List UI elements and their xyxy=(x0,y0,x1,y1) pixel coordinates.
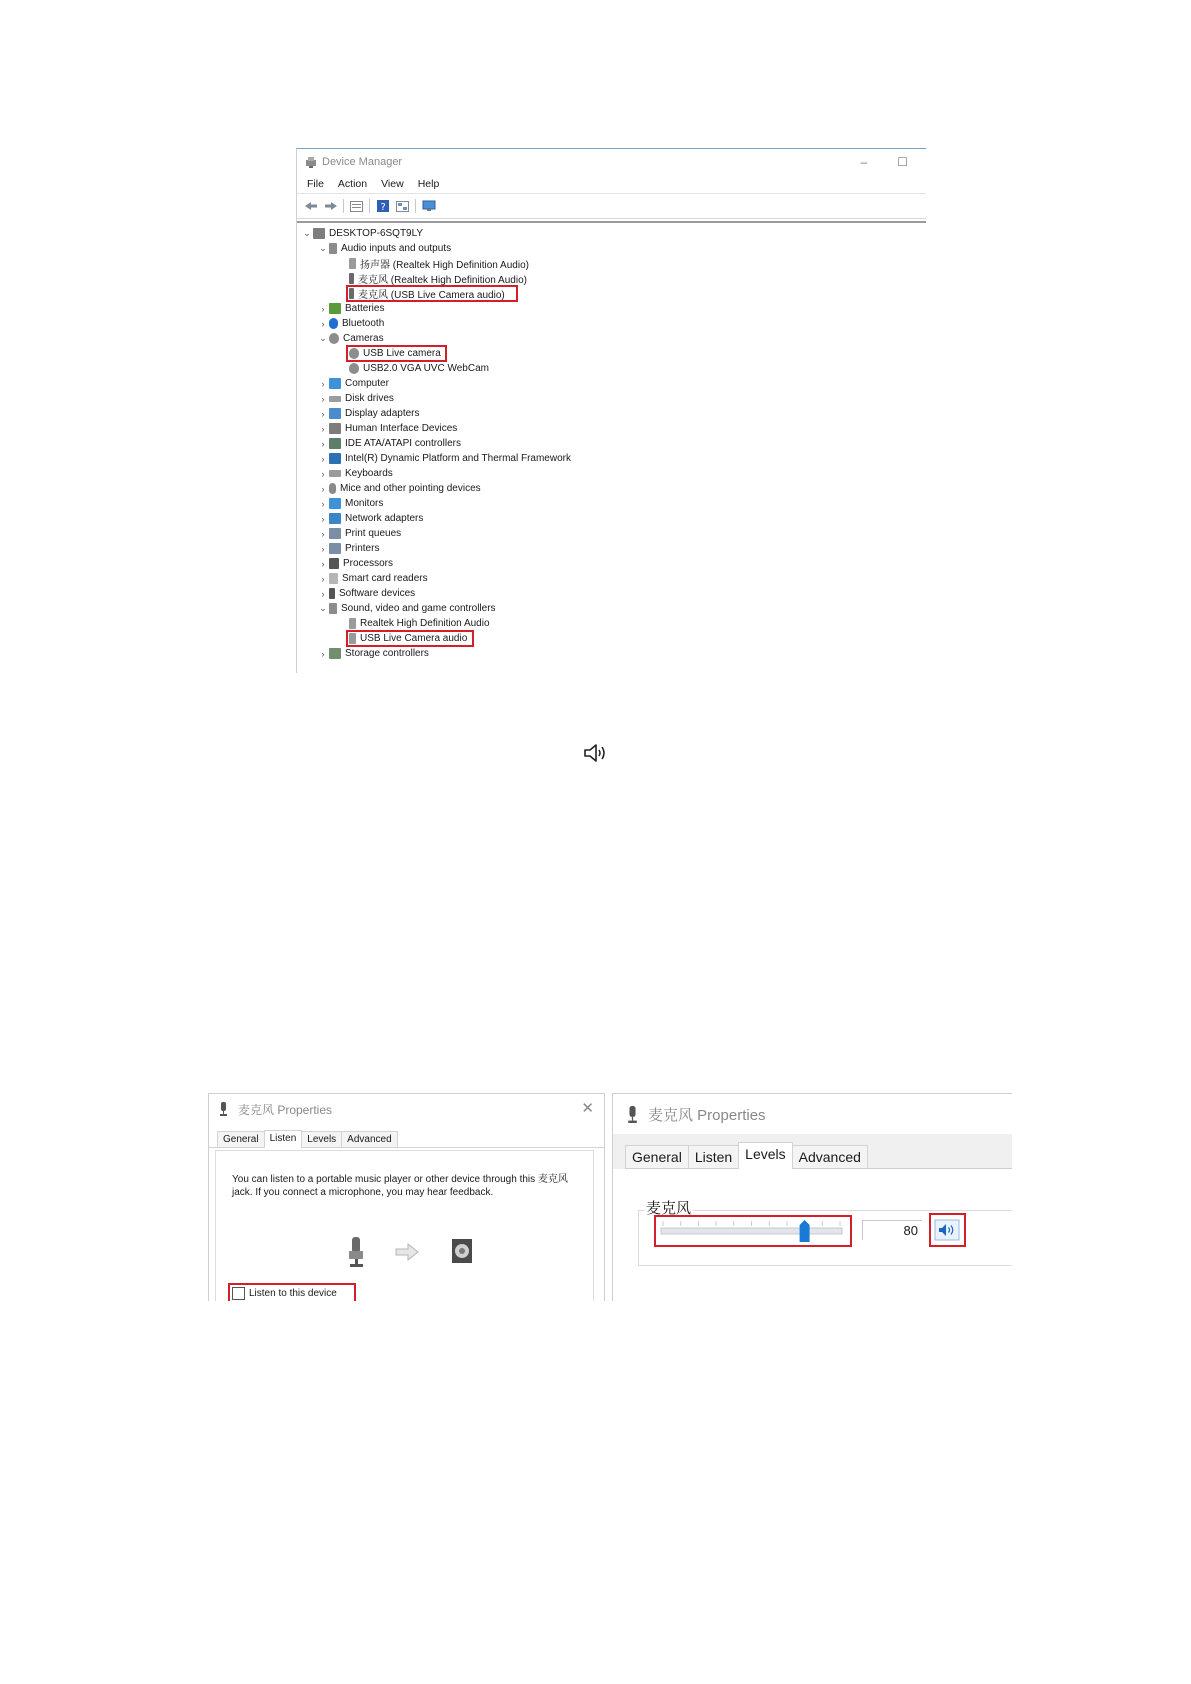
tree-label: Monitors xyxy=(345,498,384,509)
tree-label: 麦克风 (Realtek High Definition Audio) xyxy=(358,275,527,286)
device-manager-window xyxy=(296,148,926,673)
tree-label: Sound, video and game controllers xyxy=(341,603,496,614)
tree-item-realtek-audio[interactable] xyxy=(349,616,490,631)
tree-item-monitors[interactable] xyxy=(317,496,383,511)
tree-item-bluetooth[interactable] xyxy=(317,316,384,331)
tree-label: 扬声器 (Realtek High Definition Audio) xyxy=(360,260,529,271)
speaker-icon xyxy=(329,243,337,254)
toolbar-separator xyxy=(343,199,344,213)
mute-speaker-button[interactable] xyxy=(933,1218,961,1242)
menu-view[interactable]: View xyxy=(381,178,404,190)
button-frame xyxy=(935,1220,959,1240)
tab-listen[interactable]: Listen xyxy=(264,1130,303,1148)
chevron-right-icon[interactable]: › xyxy=(321,543,325,554)
tab-bar xyxy=(209,1124,604,1148)
device-tree xyxy=(297,221,926,673)
tree-label: Batteries xyxy=(345,303,385,314)
tree-item-mic-realtek[interactable] xyxy=(349,271,527,286)
listen-to-device-checkbox[interactable] xyxy=(228,1283,356,1301)
tree-label: Display adapters xyxy=(345,408,420,419)
tree-item-mic-usb[interactable] xyxy=(349,286,505,301)
speaker-icon xyxy=(329,603,337,614)
tree-label: Intel(R) Dynamic Platform and Thermal Framework xyxy=(345,453,571,464)
menu-file[interactable]: File xyxy=(307,178,324,190)
tree-label: Printers xyxy=(345,543,380,554)
tree-label: Print queues xyxy=(345,528,402,539)
menu-bar xyxy=(297,175,926,193)
tree-root[interactable] xyxy=(301,226,423,241)
display-adapter-icon xyxy=(329,408,341,419)
printer-icon xyxy=(329,543,341,554)
minimize-button[interactable]: – xyxy=(860,155,868,169)
tree-item-intel-dptf[interactable] xyxy=(317,451,571,466)
chevron-right-icon[interactable]: › xyxy=(321,453,325,464)
chevron-right-icon[interactable]: › xyxy=(321,408,325,419)
checkbox-box[interactable] xyxy=(232,1287,245,1300)
arrow-right-icon xyxy=(396,1244,418,1260)
computer-icon xyxy=(313,228,325,239)
tab-bar xyxy=(625,1141,1012,1169)
properties-dialog-levels xyxy=(612,1093,1012,1301)
dialog-titlebar xyxy=(209,1094,604,1124)
chevron-right-icon[interactable]: › xyxy=(321,588,325,599)
tree-label: Realtek High Definition Audio xyxy=(360,618,490,629)
tab-levels[interactable]: Levels xyxy=(301,1131,342,1147)
tree-label: Audio inputs and outputs xyxy=(341,243,452,254)
chevron-right-icon[interactable]: › xyxy=(321,558,325,569)
tree-item-smart-card[interactable] xyxy=(317,571,428,586)
dialog-title: 麦克风 Properties xyxy=(238,1102,333,1117)
tree-label: Keyboards xyxy=(345,468,393,479)
tree-label: Network adapters xyxy=(345,513,424,524)
chevron-right-icon[interactable]: › xyxy=(321,303,325,314)
camera-icon xyxy=(349,348,359,359)
dialog-title: 麦克风 Properties xyxy=(648,1106,766,1124)
tree-item-disk-drives[interactable] xyxy=(317,391,394,406)
tree-item-ide[interactable] xyxy=(317,436,461,451)
listen-description: You can listen to a portable music player or other device through this 麦克风 jack. If you connect a microphone, you may hear feedback. xyxy=(232,1174,568,1198)
speaker-icon xyxy=(349,258,356,269)
speaker-volume-icon xyxy=(583,742,607,764)
smart-card-icon xyxy=(329,573,338,584)
update-driver-icon[interactable] xyxy=(395,200,410,213)
tree-item-usb-camera-audio[interactable] xyxy=(349,631,467,646)
keyboard-icon xyxy=(329,470,341,477)
tree-label: USB Live Camera audio xyxy=(360,633,468,644)
microphone-icon xyxy=(349,1237,363,1267)
chevron-right-icon[interactable]: › xyxy=(321,393,325,404)
tree-label: USB Live camera xyxy=(363,348,441,359)
tree-item-mice[interactable] xyxy=(317,481,481,496)
tree-label: IDE ATA/ATAPI controllers xyxy=(345,438,461,449)
tab-general[interactable]: General xyxy=(625,1145,689,1168)
chevron-right-icon[interactable]: › xyxy=(321,483,325,494)
toolbar xyxy=(297,193,926,219)
scan-hardware-icon[interactable] xyxy=(421,200,436,213)
device-manager-icon xyxy=(305,156,317,168)
chevron-right-icon[interactable]: › xyxy=(321,423,325,434)
hid-icon xyxy=(329,423,341,434)
tree-item-printers[interactable] xyxy=(317,541,379,556)
battery-icon xyxy=(329,303,341,314)
chevron-right-icon[interactable]: › xyxy=(321,573,325,584)
listen-illustration xyxy=(346,1235,496,1269)
level-group-label: 麦克风 xyxy=(644,1197,693,1218)
chevron-down-icon[interactable]: ⌄ xyxy=(319,603,327,613)
toolbar-separator xyxy=(415,199,416,213)
speaker-device-icon xyxy=(452,1239,472,1263)
tree-label: Computer xyxy=(345,378,389,389)
tab-general[interactable]: General xyxy=(217,1131,265,1147)
microphone-icon xyxy=(349,288,354,299)
speaker-icon xyxy=(349,633,356,644)
slider-track xyxy=(661,1228,842,1234)
forward-arrow-icon[interactable] xyxy=(323,200,338,213)
tree-item-hid[interactable] xyxy=(317,421,457,436)
tab-advanced[interactable]: Advanced xyxy=(341,1131,397,1147)
storage-controller-icon xyxy=(329,648,341,659)
level-slider[interactable] xyxy=(659,1219,844,1243)
tree-item-display-adapters[interactable] xyxy=(317,406,419,421)
tree-label: 麦克风 (USB Live Camera audio) xyxy=(358,290,505,301)
slider-ticks xyxy=(663,1221,840,1226)
chevron-right-icon[interactable]: › xyxy=(321,513,325,524)
tree-item-storage[interactable] xyxy=(317,646,429,661)
chevron-down-icon[interactable]: ⌄ xyxy=(319,243,327,253)
properties-dialog-listen xyxy=(208,1093,605,1301)
menu-help[interactable]: Help xyxy=(417,178,440,190)
menu-action[interactable]: Action xyxy=(337,178,368,190)
speaker-icon xyxy=(349,618,356,629)
chevron-right-icon[interactable]: › xyxy=(321,648,325,659)
toolbar-separator xyxy=(369,199,370,213)
camera-icon xyxy=(349,363,359,374)
help-icon[interactable] xyxy=(375,200,390,213)
chevron-down-icon[interactable]: ⌄ xyxy=(319,333,327,343)
chevron-down-icon[interactable]: ⌄ xyxy=(303,228,311,238)
monitor-icon xyxy=(329,498,341,509)
tree-label: Software devices xyxy=(339,588,416,599)
tree-label: Human Interface Devices xyxy=(345,423,458,434)
chevron-right-icon[interactable]: › xyxy=(321,438,325,449)
software-device-icon xyxy=(329,588,335,599)
level-value-field[interactable]: 80 xyxy=(862,1220,922,1240)
microphone-icon xyxy=(349,273,354,284)
tree-label: Bluetooth xyxy=(342,318,385,329)
chevron-right-icon[interactable]: › xyxy=(321,528,325,539)
ide-controller-icon xyxy=(329,438,341,449)
tree-label: Mice and other pointing devices xyxy=(340,483,481,494)
tree-item-processors[interactable] xyxy=(317,556,393,571)
tree-item-cameras[interactable] xyxy=(317,331,384,346)
tree-item-batteries[interactable] xyxy=(317,301,384,316)
tree-label: Disk drives xyxy=(345,393,394,404)
chevron-right-icon[interactable]: › xyxy=(321,378,325,389)
tree-item-print-queues[interactable] xyxy=(317,526,401,541)
printer-icon xyxy=(329,528,341,539)
tree-item-computer[interactable] xyxy=(317,376,389,391)
microphone-icon xyxy=(219,1102,228,1116)
maximize-button[interactable]: ☐ xyxy=(897,155,908,169)
camera-icon xyxy=(329,333,339,344)
tree-item-usb-webcam[interactable] xyxy=(349,361,489,376)
monitor-icon xyxy=(329,378,341,389)
tree-label: Storage controllers xyxy=(345,648,429,659)
microphone-icon xyxy=(627,1106,638,1123)
tree-item-usb-live-camera[interactable] xyxy=(349,346,441,361)
tree-item-keyboards[interactable] xyxy=(317,466,393,481)
tree-label: USB2.0 VGA UVC WebCam xyxy=(363,363,489,374)
tab-panel xyxy=(215,1150,594,1301)
mouse-icon xyxy=(329,483,336,494)
back-arrow-icon[interactable] xyxy=(303,200,318,213)
close-icon[interactable]: ✕ xyxy=(581,1100,594,1117)
checkbox-label: Listen to this device xyxy=(249,1287,337,1299)
slider-thumb xyxy=(800,1220,810,1242)
bluetooth-icon xyxy=(329,318,338,329)
properties-icon[interactable] xyxy=(349,200,364,213)
tree-item-network[interactable] xyxy=(317,511,423,526)
network-icon xyxy=(329,513,341,524)
tree-label: Cameras xyxy=(343,333,384,344)
tab-listen[interactable]: Listen xyxy=(688,1145,739,1168)
tree-item-speaker-realtek[interactable] xyxy=(349,256,529,271)
tab-levels[interactable]: Levels xyxy=(738,1142,792,1169)
disk-icon xyxy=(329,396,341,402)
tree-label: Smart card readers xyxy=(342,573,428,584)
dialog-titlebar xyxy=(613,1094,1012,1134)
tab-advanced[interactable]: Advanced xyxy=(792,1145,868,1168)
svg-text:?: ? xyxy=(380,202,386,212)
system-device-icon xyxy=(329,453,341,464)
tree-item-software-devices[interactable] xyxy=(317,586,415,601)
chevron-right-icon[interactable]: › xyxy=(321,318,325,329)
tree-label: Processors xyxy=(343,558,394,569)
computer-name: DESKTOP-6SQT9LY xyxy=(329,228,424,239)
processor-icon xyxy=(329,558,339,569)
window-title: Device Manager xyxy=(322,156,403,168)
device-manager-titlebar xyxy=(297,149,926,175)
chevron-right-icon[interactable]: › xyxy=(321,498,325,509)
chevron-right-icon[interactable]: › xyxy=(321,468,325,479)
tree-item-sound-controllers[interactable] xyxy=(317,601,496,616)
tree-item-audio-inputs[interactable] xyxy=(317,241,451,256)
